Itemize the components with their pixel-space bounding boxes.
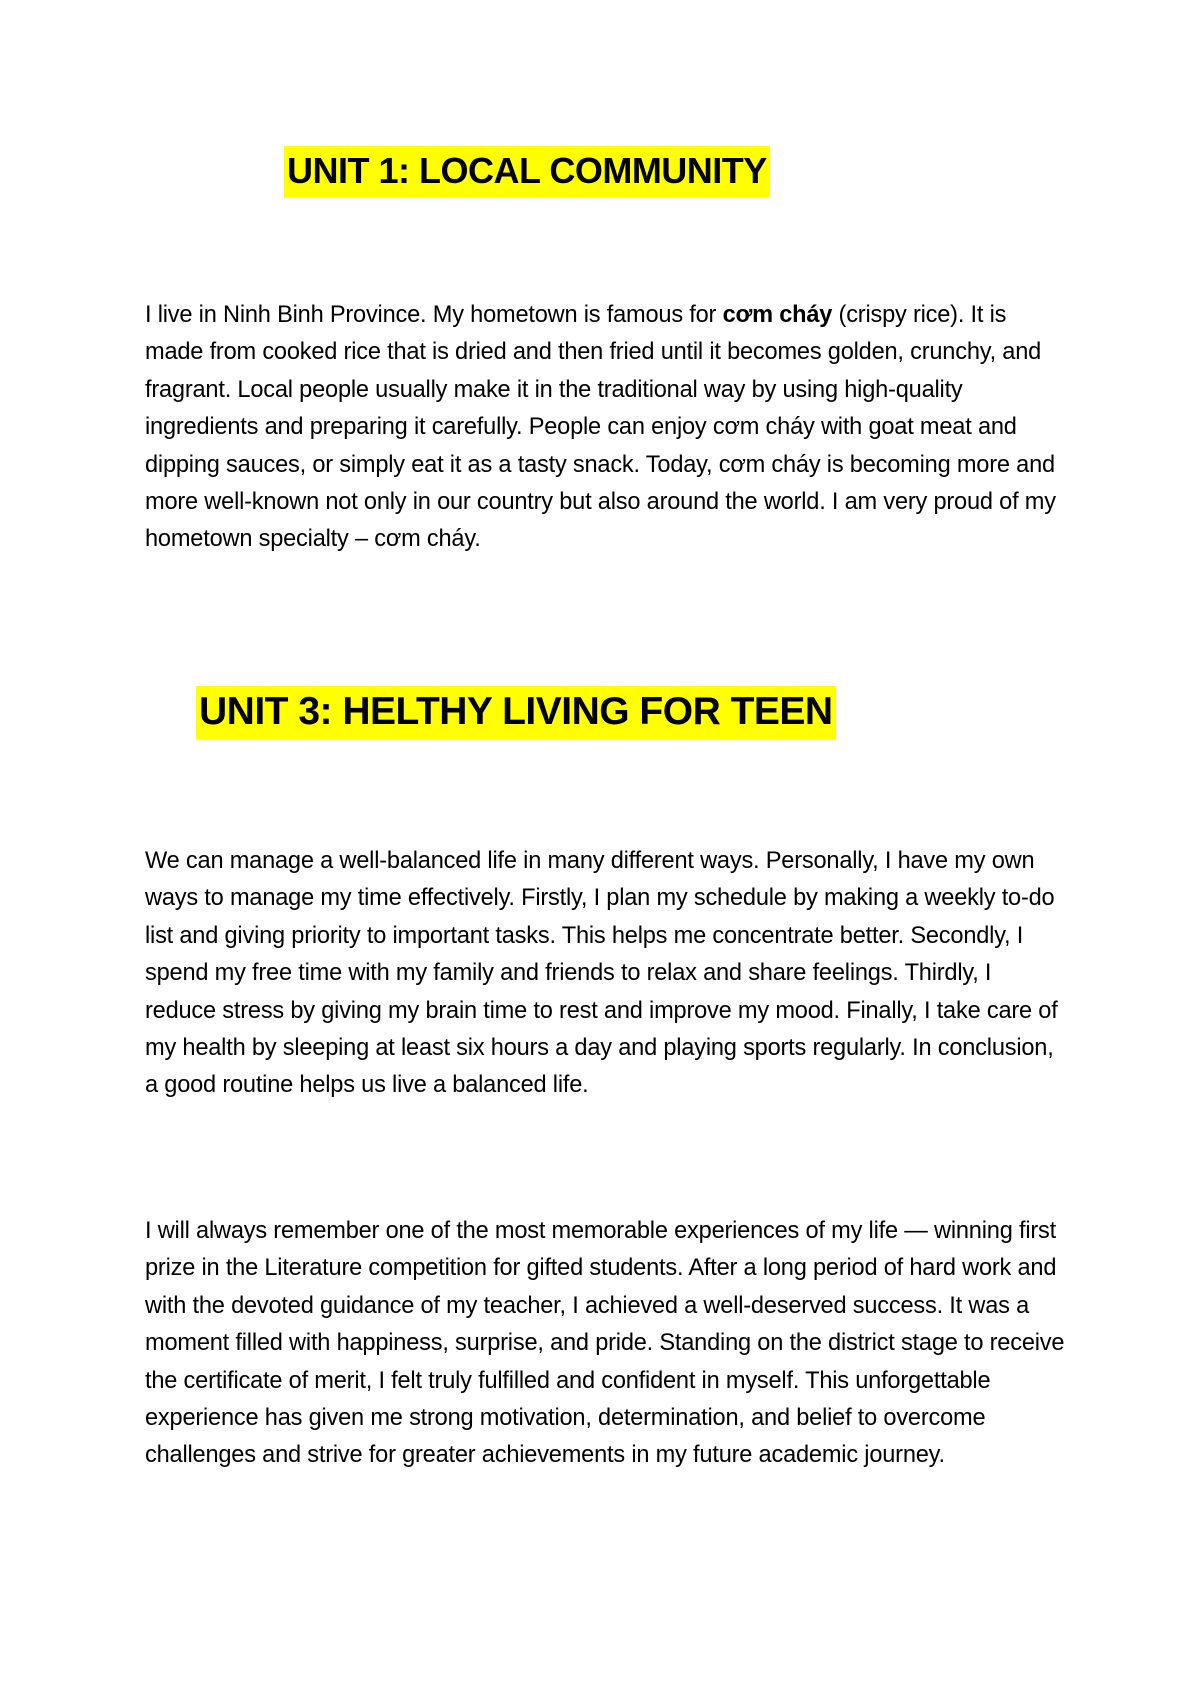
unit1-paragraph — [145, 297, 1065, 559]
unit3-heading — [196, 692, 836, 731]
unit3-heading-highlight: UNIT 3: HELTHY LIVING FOR TEEN — [196, 686, 836, 739]
unit1-bold-term: cơm cháy — [722, 302, 833, 328]
unit3-paragraph-1: We can manage a well-balanced life in many different ways. Personally, I have my own ways to manage my time effectively. Firstly, I plan my schedule by making a weekly to-do list and giving priority to important tasks. This helps me concentrate better. Secondly, I spend my free time with my family and friends to relax and share feelings. Thirdly, I reduce stress by giving my brain time to rest and improve my mood. Finally, I take care of my health by sleeping at least six hours a day and playing sports regularly. In conclusion, a good routine helps us live a balanced life. — [145, 848, 1058, 1099]
unit3-paragraph-2: I will always remember one of the most memorable experiences of my life — winning first prize in the Literature competition for gifted students. After a long period of hard work and with the devoted guidance of my teacher, I achieved a well-deserved success. It was a moment filled with happiness, surprise, and pride. Standing on the district stage to receive the certificate of merit, I felt truly fulfilled and confident in myself. This unforgettable experience has given me strong motivation, determination, and belief to overcome challenges and strive for greater achievements in my future academic journey. — [145, 1218, 1065, 1469]
unit1-paragraph-text-end: (crispy rice). It is made from cooked rice that is dried and then fried until it becomes golden, crunchy, and fragrant. Local people usually make it in the traditional way by using high-quality ingredients and preparing it carefully. People can enjoy cơm cháy with goat meat and dipping sauces, or simply eat it as a tasty snack. Today, cơm cháy is becoming more and more well-known not only in our country but also around the world. I am very proud of my hometown specialty – cơm cháy. — [145, 302, 1056, 553]
unit1-paragraph-text-start: I live in Ninh Binh Province. My hometown is famous for — [145, 302, 723, 328]
unit1-heading-highlight: UNIT 1: LOCAL COMMUNITY — [284, 146, 770, 197]
unit1-heading — [284, 150, 770, 191]
